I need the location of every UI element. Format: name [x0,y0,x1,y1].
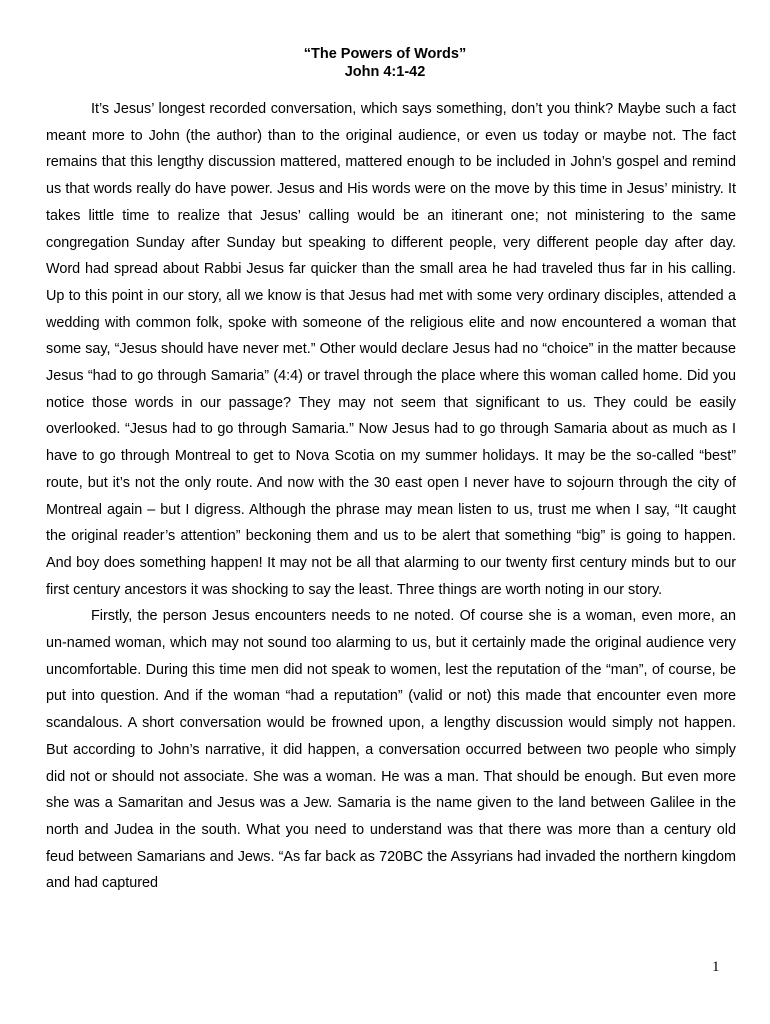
document-title: “The Powers of Words” [303,46,467,62]
paragraph-2: Firstly, the person Jesus encounters needs to ne noted. Of course she is a woman, even more, an un-named woman, which may not sound too alarming to us, but it certainly made the original audience very uncomfortable. During this time men did not speak to women, lest the reputation of the “man”, of course, be put into question. And if the woman “had a reputation” (valid or not) this made that encounter even more scandalous. A short conversation would be frowned upon, a lengthy discussion would simply not happen. But according to John’s narrative, it did happen, a conversation occurred between two people who simply did not or should not associate. She was a woman. He was a man. That should be enough. But even more she was a Samaritan and Jesus was a Jew. Samaria is the name given to the land between Galilee in the north and Judea in the south. What you need to understand was that there was more than a century old feud between Samarians and Jews. “As far back as 720BC the Assyrians had invaded the northern kingdom and had captured [46,608,736,892]
document-body [46,96,736,897]
document-subtitle: John 4:1-42 [344,64,426,80]
page-number: 1 [712,959,720,975]
paragraph-1: It’s Jesus’ longest recorded conversation, which says something, don’t you think? Maybe such a fact meant more to John (the author) than to the original audience, or even us today or maybe not. The fact remains that this lengthy discussion mattered, mattered enough to be included in John’s gospel and remind us that words really do have power. Jesus and His words were on the move by this time in Jesus’ ministry. It takes little time to realize that Jesus’ calling would be an itinerant one; not ministering to the same congregation Sunday after Sunday but speaking to different people, very different people day after day. Word had spread about Rabbi Jesus far quicker than the small area he had traveled thus far in his calling. Up to this point in our story, all we know is that Jesus had met with some very ordinary disciples, attended a wedding with common folk, spoke with someone of the religious elite and now encountered a woman that some say, “Jesus should have never met.” Other would declare Jesus had no “choice” in the matter because Jesus “had to go through Samaria” (4:4) or travel through the place where this woman called home. Did you notice those words in our passage? They may not seem that significant to us. They could be easily overlooked. “Jesus had to go through Samaria.” Now Jesus had to go through Samaria about as much as I have to go through Montreal to get to Nova Scotia on my summer holidays. It may be the so-called “best” route, but it’s not the only route. And now with the 30 east open I never have to sojourn through the city of Montreal again – but I digress. Although the phrase may mean listen to us, trust me when I say, “It caught the original reader’s attention” beckoning them and us to be alert that something “big” is going to happen. And boy does something happen! It may not be all that alarming to our twenty first century minds but to our first century ancestors it was shocking to say the least. Three things are worth noting in our story. [46,101,736,598]
